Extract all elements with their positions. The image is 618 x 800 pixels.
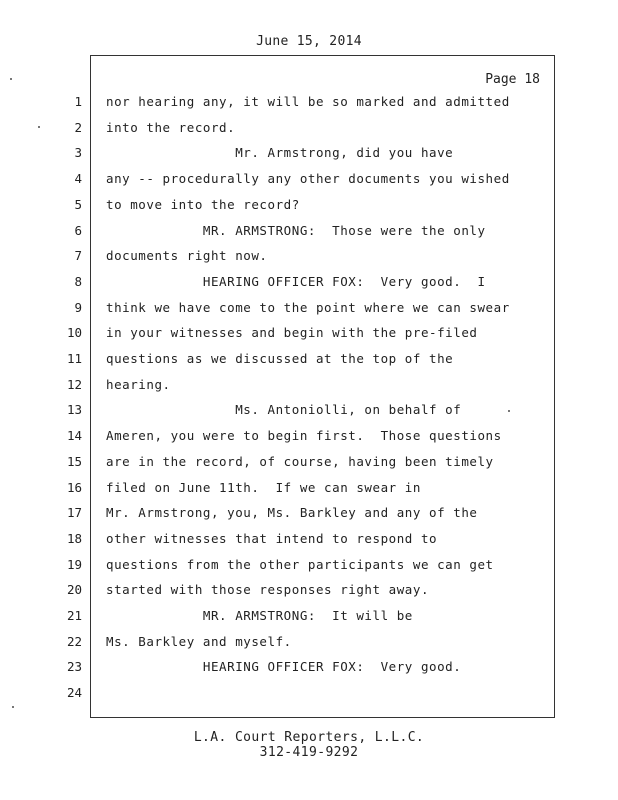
line-text: HEARING OFFICER FOX: Very good. — [106, 659, 462, 675]
line-number: 23 — [66, 659, 82, 675]
line-number: 21 — [66, 608, 82, 623]
line-text: started with those responses right away. — [106, 582, 430, 598]
line-number: 1 — [74, 94, 82, 109]
line-text: questions as we discussed at the top of the — [106, 351, 454, 366]
scan-speck — [508, 410, 510, 412]
line-text: Mr. Armstrong, you, Ms. Barkley and any of the — [106, 505, 478, 521]
line-text: to move into the record? — [106, 196, 300, 212]
line-text: questions from the other participants we can get — [106, 556, 494, 572]
line-number: 13 — [66, 402, 82, 418]
line-number: 15 — [66, 453, 82, 469]
line-text: are in the record, of course, having been timely — [106, 453, 494, 469]
line-number: 24 — [66, 685, 82, 701]
line-text: think we have come to the point where we can swear — [106, 299, 510, 315]
line-number: 3 — [74, 145, 82, 161]
scan-speck — [38, 126, 40, 128]
page-number: Page 18 — [485, 72, 540, 87]
line-text: Mr. Armstrong, did you have — [106, 145, 454, 161]
line-text: into the record. — [106, 119, 236, 135]
line-text: filed on June 11th. If we can swear in — [106, 479, 421, 495]
line-number: 16 — [66, 479, 82, 495]
line-number: 10 — [66, 325, 82, 341]
line-number: 5 — [74, 196, 82, 212]
line-number: 8 — [74, 273, 82, 289]
line-text: hearing. — [106, 376, 171, 392]
scan-speck — [10, 78, 12, 80]
line-text: other witnesses that intend to respond to — [106, 530, 438, 546]
line-number: 20 — [66, 582, 82, 598]
line-number: 4 — [74, 171, 82, 187]
line-number: 2 — [74, 119, 82, 135]
footer-phone: 312-419-9292 — [259, 745, 359, 760]
line-number: 11 — [66, 351, 82, 366]
line-text: HEARING OFFICER FOX: Very good. I — [106, 273, 486, 289]
line-number: 19 — [66, 556, 82, 572]
line-number: 12 — [66, 376, 82, 392]
line-text: MR. ARMSTRONG: Those were the only — [106, 222, 486, 238]
line-text: in your witnesses and begin with the pre-filed — [106, 325, 478, 341]
line-text: nor hearing any, it will be so marked and admitted — [106, 94, 510, 109]
line-text: Ms. Antoniolli, on behalf of — [106, 402, 462, 418]
line-number: 6 — [74, 222, 82, 238]
line-number: 22 — [66, 633, 82, 649]
line-number: 9 — [74, 299, 82, 315]
footer-company: L.A. Court Reporters, L.L.C. — [193, 730, 425, 745]
line-text: any -- procedurally any other documents you wished — [106, 171, 510, 187]
line-number: 17 — [66, 505, 82, 521]
scan-speck — [12, 706, 14, 708]
line-text: documents right now. — [106, 248, 268, 264]
line-number: 18 — [66, 530, 82, 546]
header-date: June 15, 2014 — [256, 34, 362, 49]
line-number: 7 — [74, 248, 82, 264]
line-text: Ameren, you were to begin first. Those questions — [106, 428, 502, 444]
line-text: Ms. Barkley and myself. — [106, 633, 292, 649]
line-number: 14 — [66, 428, 82, 444]
line-text: MR. ARMSTRONG: It will be — [106, 608, 413, 623]
